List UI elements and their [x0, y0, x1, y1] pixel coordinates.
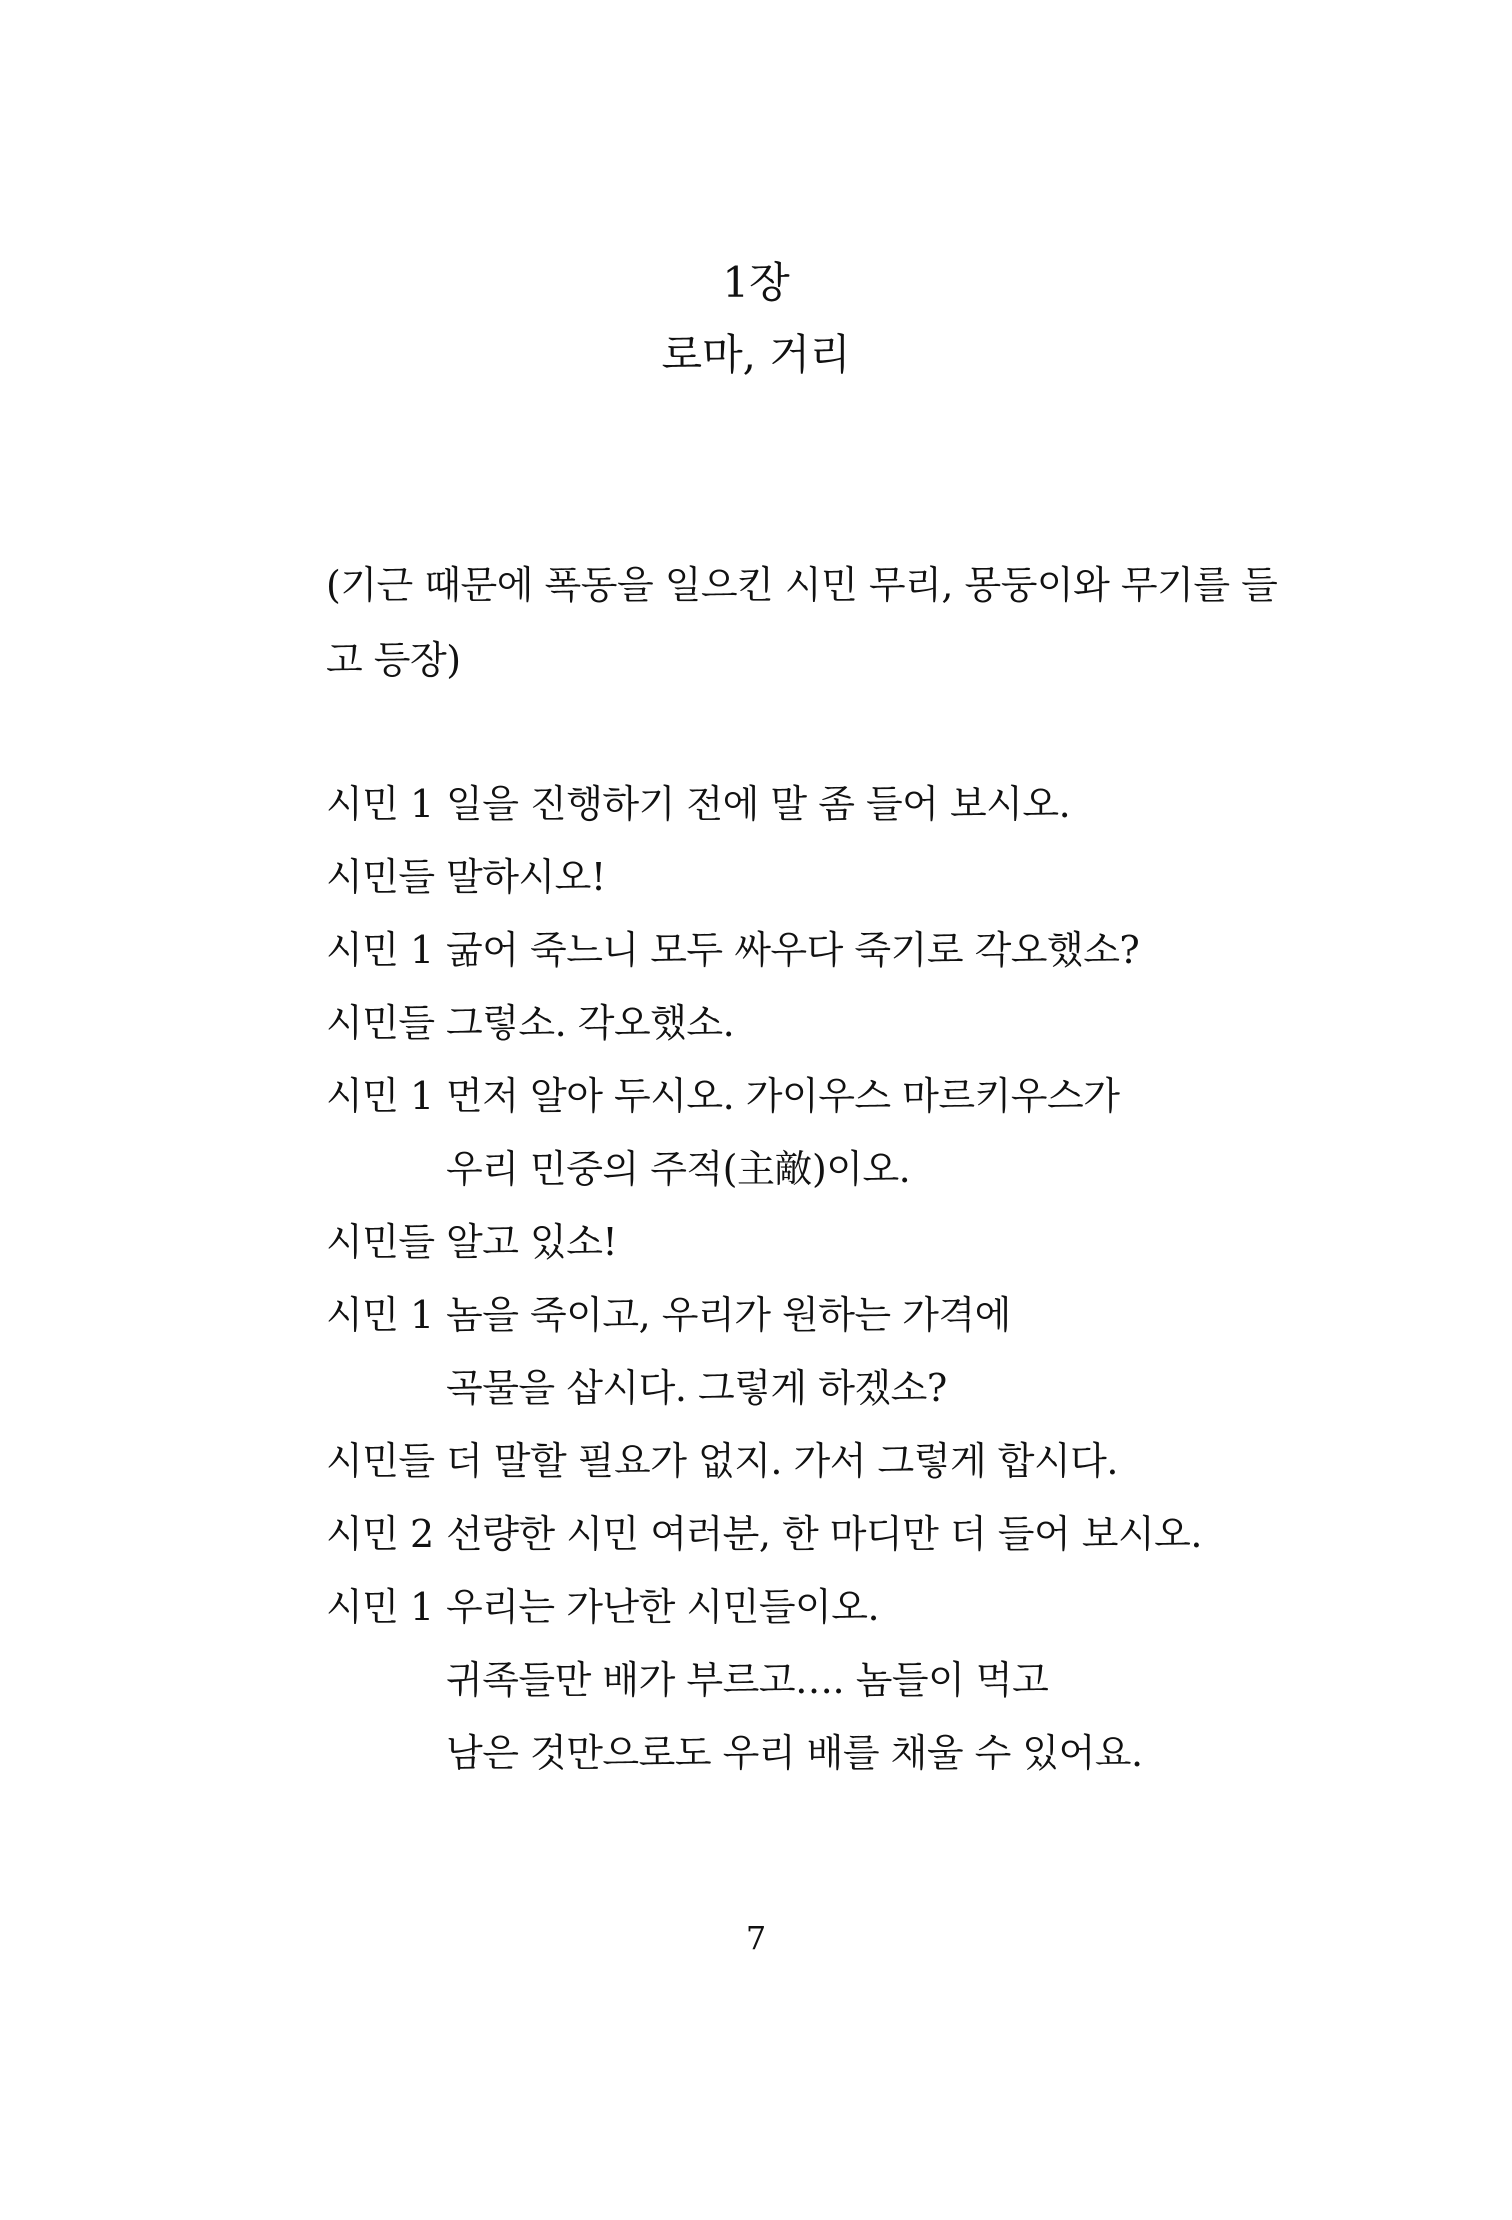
speech-block — [326, 1571, 1326, 1790]
speaker-name: 시민 2 — [326, 1512, 434, 1556]
speech-block — [326, 987, 1326, 1060]
dialogue-line: 그렇소. 각오했소. — [446, 1001, 735, 1045]
scene-location: 로마, 거리 — [661, 330, 851, 379]
dialogue-line: 일을 진행하기 전에 말 좀 들어 보시오. — [446, 782, 1071, 826]
dialogue-line: 굶어 죽느니 모두 싸우다 죽기로 각오했소? — [446, 928, 1140, 972]
speaker-name: 시민 1 — [326, 1585, 434, 1629]
dialogue-line: 선량한 시민 여러분, 한 마디만 더 들어 보시오. — [446, 1512, 1202, 1556]
dialogue — [326, 768, 1326, 1790]
speaker-name: 시민들 — [326, 1220, 435, 1264]
dialogue-line: 더 말할 필요가 없지. 가서 그렇게 합시다. — [446, 1439, 1118, 1483]
dialogue-line: 놈을 죽이고, 우리가 원하는 가격에 — [446, 1293, 1011, 1337]
speech-block — [326, 1060, 1326, 1206]
dialogue-line: 알고 있소! — [446, 1220, 618, 1264]
dialogue-line: 우리는 가난한 시민들이오. — [446, 1585, 880, 1629]
speaker-name: 시민 1 — [326, 1074, 434, 1118]
speaker-name: 시민 1 — [326, 928, 434, 972]
speech-block — [326, 841, 1326, 914]
dialogue-line: 귀족들만 배가 부르고…. 놈들이 먹고 — [446, 1658, 1049, 1702]
dialogue-line: 먼저 알아 두시오. 가이우스 마르키우스가 — [446, 1074, 1120, 1118]
dialogue-line: 말하시오! — [446, 855, 606, 899]
page-number: 7 — [745, 1919, 767, 1957]
speaker-name: 시민들 — [326, 1001, 435, 1045]
speaker-name: 시민 1 — [326, 1293, 434, 1337]
speaker-name: 시민 1 — [326, 782, 434, 826]
dialogue-line: 우리 민중의 주적(主敵)이오. — [446, 1147, 911, 1191]
stage-direction-line: 고 등장) — [326, 638, 461, 682]
dialogue-line: 곡물을 삽시다. 그렇게 하겠소? — [446, 1366, 947, 1410]
dialogue-line: 남은 것만으로도 우리 배를 채울 수 있어요. — [446, 1731, 1143, 1775]
stage-direction — [326, 548, 1278, 698]
speech-block — [326, 1498, 1326, 1571]
speech-block — [326, 914, 1326, 987]
speech-block — [326, 1206, 1326, 1279]
speech-block — [326, 768, 1326, 841]
speaker-name: 시민들 — [326, 855, 435, 899]
stage-direction-line: (기근 때문에 폭동을 일으킨 시민 무리, 몽둥이와 무기를 들 — [326, 563, 1278, 607]
speaker-name: 시민들 — [326, 1439, 435, 1483]
speech-block — [326, 1425, 1326, 1498]
scene-number: 1장 — [722, 258, 790, 307]
speech-block — [326, 1279, 1326, 1425]
